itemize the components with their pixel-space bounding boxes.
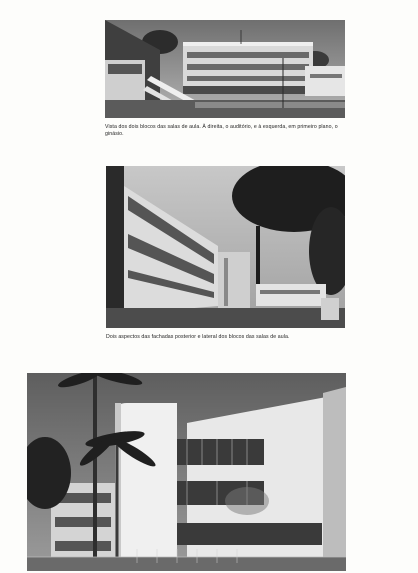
photo-building-blocks-auditorium: [105, 20, 345, 118]
photo-caption: Vista dos dois blocos das salas de aula. À direita, o auditório, e à esquerda, em primeiro plano, o ginásio.: [105, 124, 338, 138]
photo-rear-side-facades: [106, 166, 345, 328]
photo-side-facade-palms: [27, 373, 346, 571]
photo-caption: Dois aspectos das fachadas posterior e lateral dos blocos das salas de aula.: [106, 334, 290, 340]
